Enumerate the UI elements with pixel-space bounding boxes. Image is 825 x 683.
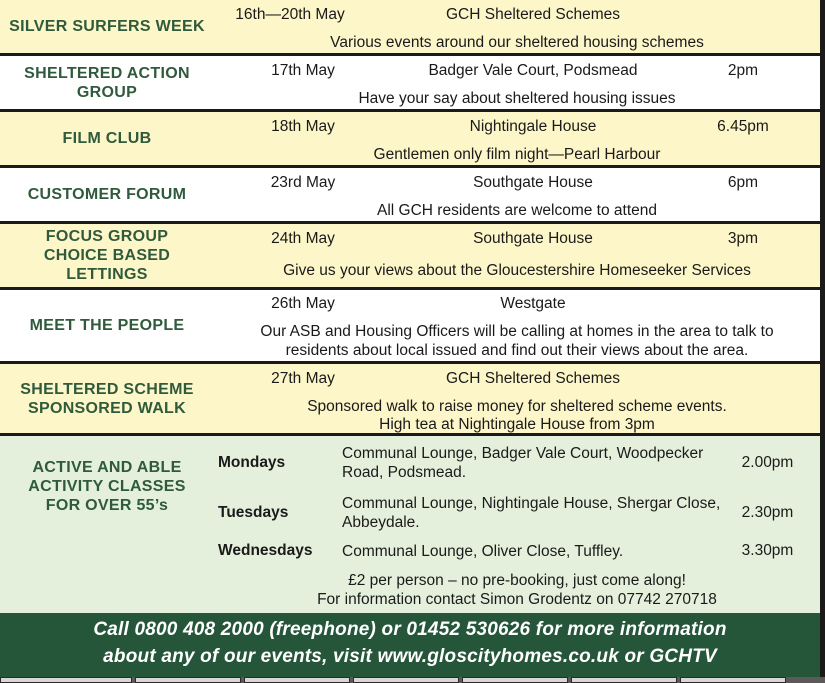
activity-classes-section (0, 436, 820, 613)
event-row-focus-group (0, 224, 820, 290)
event-description: Give us your views about the Gloucestershire Homeseeker Services (283, 262, 751, 279)
activity-price-note: £2 per person – no pre-booking, just come along! (348, 572, 686, 589)
page-tab[interactable] (0, 677, 132, 683)
event-row-meet-the-people (0, 290, 820, 364)
contact-banner-line-1: Call 0800 408 2000 (freephone) or 01452 530626 for more information (93, 619, 727, 640)
event-title: CUSTOMER FORUM (27, 186, 187, 203)
event-description: Various events around our sheltered housing schemes (330, 34, 704, 51)
event-venue: Southgate House (473, 174, 593, 191)
activity-time: 2.30pm (741, 504, 794, 521)
activity-location: Communal Lounge, Oliver Close, Tuffley. (342, 543, 624, 560)
bottom-tab-strip (0, 677, 825, 683)
activity-location: Communal Lounge, Nightingale House, Shergar Close, Abbeydale. (342, 495, 721, 531)
event-time: 3pm (727, 230, 759, 247)
event-title: MEET THE PEOPLE (29, 317, 185, 334)
event-description: Gentlemen only film night—Pearl Harbour (373, 146, 661, 163)
event-description: Have your say about sheltered housing issues (358, 90, 676, 107)
activity-day: Mondays (218, 454, 286, 471)
event-title: SILVER SURFERS WEEK (9, 18, 205, 35)
event-date: 27th May (271, 370, 335, 387)
event-row-customer-forum (0, 168, 820, 224)
event-venue: Westgate (500, 295, 566, 312)
event-venue: Badger Vale Court, Podsmead (428, 62, 638, 79)
activity-location: Communal Lounge, Badger Vale Court, Woodpecker Road, Podsmead. (342, 445, 704, 481)
contact-banner-line-2: about any of our events, visit www.gloscityhomes.co.uk or GCHTV (103, 646, 717, 667)
page-tab[interactable] (353, 677, 459, 683)
event-date: 23rd May (270, 174, 336, 191)
event-title: SHELTERED SCHEME SPONSORED WALK (20, 380, 194, 417)
page-tab[interactable] (571, 677, 677, 683)
activity-contact-note: For information contact Simon Grodentz on 07742 270718 (317, 591, 717, 608)
event-title: FILM CLUB (62, 130, 152, 147)
event-venue: Southgate House (473, 230, 593, 247)
event-time: 6.45pm (717, 118, 769, 135)
event-row-film-club (0, 112, 820, 168)
event-title: FOCUS GROUP CHOICE BASED LETTINGS (43, 228, 171, 283)
event-description: Sponsored walk to raise money for sheltered scheme events. (307, 398, 727, 415)
page-tab[interactable] (244, 677, 350, 683)
event-date: 24th May (271, 230, 335, 247)
page-tab[interactable] (680, 677, 786, 683)
event-time: 2pm (727, 62, 759, 79)
event-description-extra: High tea at Nightingale House from 3pm (379, 416, 655, 433)
event-description: Our ASB and Housing Officers will be calling at homes in the area to talk to residents about local issued and find out their views about the area. (260, 323, 774, 359)
activity-time: 2.00pm (741, 454, 794, 471)
page-tab[interactable] (462, 677, 568, 683)
activity-time: 3.30pm (741, 542, 794, 559)
event-date: 17th May (271, 62, 335, 79)
page-edge-divider (820, 0, 825, 683)
activity-day: Wednesdays (218, 542, 313, 559)
activity-day: Tuesdays (218, 504, 289, 521)
event-description: All GCH residents are welcome to attend (377, 202, 657, 219)
event-venue: Nightingale House (469, 118, 597, 135)
page-tab[interactable] (135, 677, 241, 683)
event-venue: GCH Sheltered Schemes (445, 370, 621, 387)
activity-title: ACTIVE AND ABLE ACTIVITY CLASSES FOR OVER 55’s (28, 459, 186, 514)
event-row-sponsored-walk (0, 364, 820, 436)
event-time: 6pm (727, 174, 759, 191)
event-date: 16th—20th May (235, 6, 345, 23)
event-date: 18th May (271, 118, 335, 135)
contact-banner (0, 613, 820, 677)
event-venue: GCH Sheltered Schemes (445, 6, 621, 23)
event-title: SHELTERED ACTION GROUP (24, 64, 190, 101)
event-row-silver-surfers (0, 0, 820, 56)
event-date: 26th May (271, 295, 335, 312)
event-row-sheltered-action-group (0, 56, 820, 112)
